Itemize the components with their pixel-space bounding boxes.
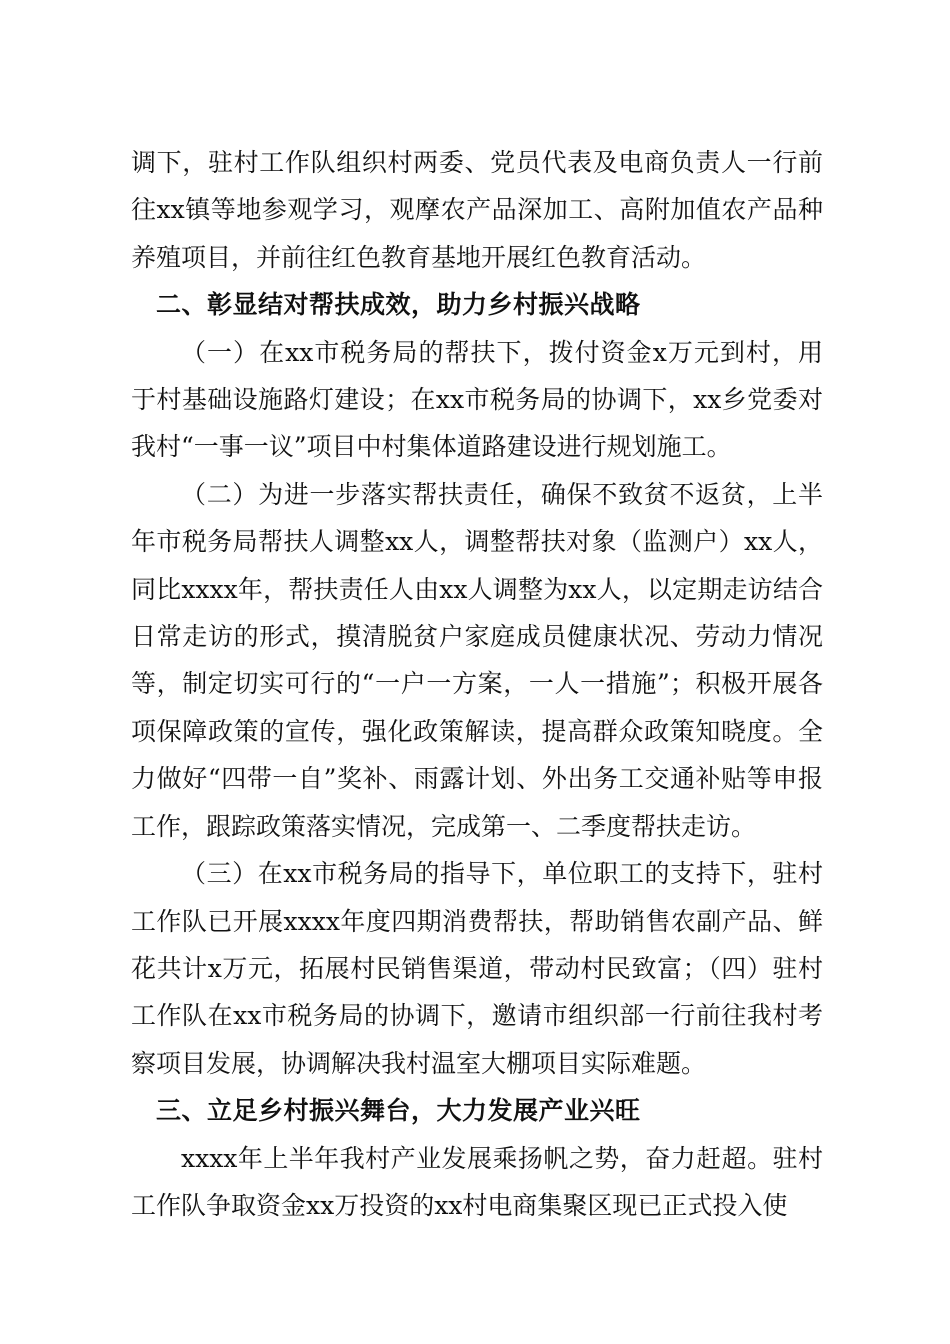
paragraph-item-1: （一）在xx市税务局的帮扶下，拨付资金x万元到村，用于村基础设施路灯建设；在xx市税务局的协调下，xx乡党委对我村“一事一议”项目中村集体道路建设进行规划施工。	[131, 337, 823, 462]
document-body	[131, 139, 823, 1229]
paragraph-item-2: （二）为进一步落实帮扶责任，确保不致贫不返贫，上半年市税务局帮扶人调整xx人，调整帮扶对象（监测户）xx人，同比xxxx年，帮扶责任人由xx人调整为xx人，以定期走访结合日常走访的形式，摸清脱贫户家庭成员健康状况、劳动力情况等，制定切实可行的“一户一方案，一人一措施”；积极开展各项保障政策的宣传，强化政策解读，提高群众政策知晓度。全力做好“四带一自”奖补、雨露计划、外出务工交通补贴等申报工作，跟踪政策落实情况，完成第一、二季度帮扶走访。	[131, 479, 823, 841]
paragraph-continuation: 调下，驻村工作队组织村两委、党员代表及电商负责人一行前往xx镇等地参观学习，观摩农产品深加工、高附加值农产品种养殖项目，并前往红色教育基地开展红色教育活动。	[131, 148, 823, 272]
section-heading-2: 二、彰显结对帮扶成效，助力乡村振兴战略	[156, 290, 641, 320]
paragraph-section-3: xxxx年上半年我村产业发展乘扬帆之势，奋力赶超。驻村工作队争取资金xx万投资的xx村电商集聚区现已正式投入使	[131, 1143, 823, 1220]
paragraph-item-3: （三）在xx市税务局的指导下，单位职工的支持下，驻村工作队已开展xxxx年度四期消费帮扶，帮助销售农副产品、鲜花共计x万元，拓展村民销售渠道，带动村民致富；（四）驻村工作队在xx市税务局的协调下，邀请市组织部一行前往我村考察项目发展，协调解决我村温室大棚项目实际难题。	[131, 859, 823, 1078]
section-heading-3: 三、立足乡村振兴舞台，大力发展产业兴旺	[156, 1096, 641, 1126]
